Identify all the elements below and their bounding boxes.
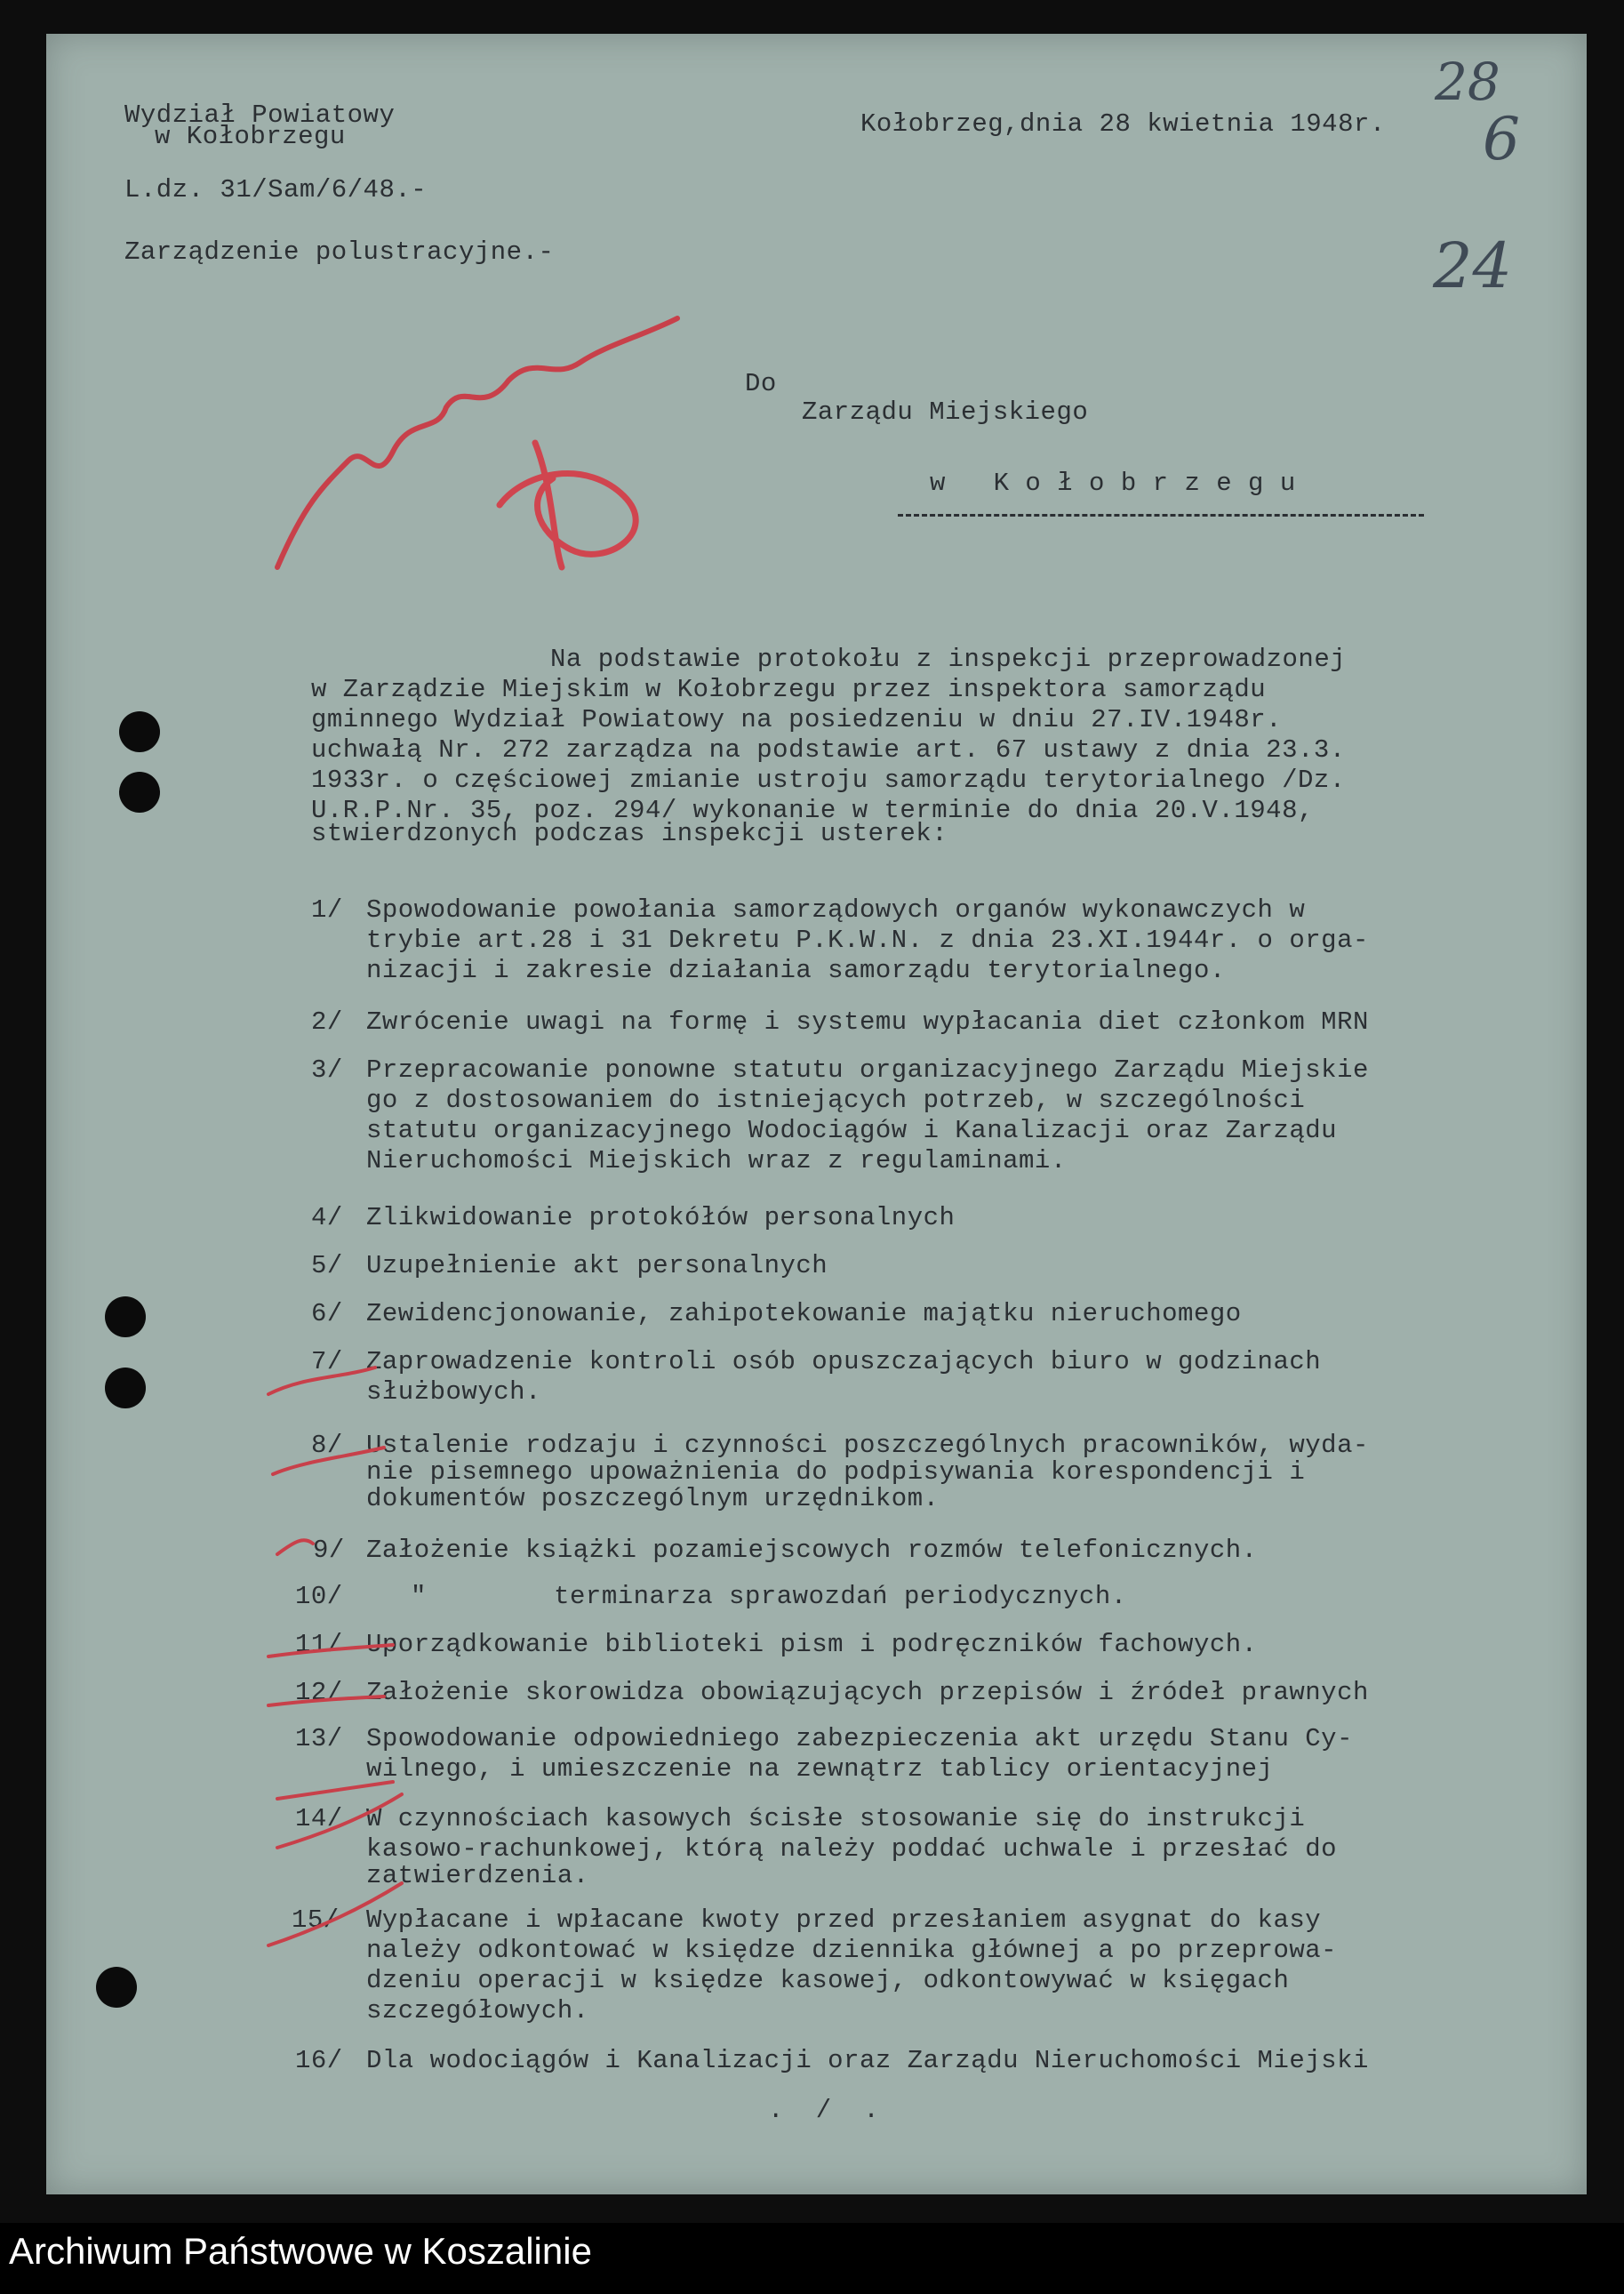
page-continuation: . / . xyxy=(768,2096,880,2125)
handwritten-folio: 6 xyxy=(1483,105,1520,173)
item-line: Nieruchomości Miejskich wraz z regulaminami. xyxy=(366,1146,1067,1175)
handwritten-top-number: 28 xyxy=(1435,52,1500,112)
intro-line: Na podstawie protokołu z inspekcji przeprowadzonej xyxy=(550,645,1347,674)
item-line: Uzupełnienie akt personalnych xyxy=(366,1251,828,1280)
office-name-line1: Wydział Powiatowy xyxy=(124,100,396,130)
item-line: Założenie książki pozamiejscowych rozmów telefonicznych. xyxy=(366,1536,1258,1565)
item-number: 1/ xyxy=(311,895,343,925)
item-line: wilnego, i umieszczenie na zewnątrz tablicy orientacyjnej xyxy=(366,1754,1274,1784)
item-number: 12/ xyxy=(295,1678,343,1707)
item-number: 6/ xyxy=(311,1299,343,1328)
item-line: dzeniu operacji w księdze kasowej, odkontowywać w księgach xyxy=(366,1966,1290,1995)
item-number: 14/ xyxy=(295,1804,343,1833)
item-number: 15/ xyxy=(292,1905,340,1935)
item-line: Wypłacane i wpłacane kwoty przed przesłaniem asygnat do kasy xyxy=(366,1905,1322,1935)
item-line: Przepracowanie ponowne statutu organizacyjnego Zarządu Miejskie xyxy=(366,1055,1369,1085)
red-tick-marks xyxy=(251,1314,411,1954)
item-line: Zlikwidowanie protokółów personalnych xyxy=(366,1203,956,1232)
item-number: 9/ xyxy=(313,1536,345,1565)
item-number: 13/ xyxy=(295,1724,343,1753)
punch-hole xyxy=(105,1296,146,1337)
item-line: należy odkontować w księdze dziennika głównej a po przeprowa- xyxy=(366,1936,1338,1965)
punch-hole xyxy=(119,711,160,752)
intro-line: w Zarządzie Miejskim w Kołobrzegu przez inspektora samorządu xyxy=(311,675,1267,704)
item-line: szczegółowych. xyxy=(366,1996,589,2025)
item-number: 2/ xyxy=(311,1007,343,1037)
punch-hole xyxy=(96,1967,137,2008)
intro-line: gminnego Wydział Powiatowy na posiedzeniu w dniu 27.IV.1948r. xyxy=(311,705,1283,734)
item-line: Założenie skorowidza obowiązujących przepisów i źródeł prawnych xyxy=(366,1678,1369,1707)
office-name-line2: w Kołobrzegu xyxy=(155,122,346,151)
intro-line: stwierdzonych podczas inspekcji usterek: xyxy=(311,819,948,848)
document-page xyxy=(46,34,1587,2194)
item-number: 3/ xyxy=(311,1055,343,1085)
intro-line: uchwałą Nr. 272 zarządza na podstawie art. 67 ustawy z dnia 23.3. xyxy=(311,735,1346,765)
item-number: 7/ xyxy=(311,1347,343,1376)
item-number: 16/ xyxy=(295,2046,343,2075)
red-handwritten-mark xyxy=(268,283,731,585)
item-line: nie pisemnego upoważnienia do podpisywania korespondencji i xyxy=(366,1457,1306,1487)
handwritten-side-number: 24 xyxy=(1433,229,1513,302)
item-number: 11/ xyxy=(295,1630,343,1659)
item-line: Zwrócenie uwagi na formę i systemu wypłacania diet członkom MRN xyxy=(366,1007,1369,1037)
item-line: trybie art.28 i 31 Dekretu P.K.W.N. z dnia 23.XI.1944r. o orga- xyxy=(366,926,1369,955)
item-line: kasowo-rachunkowej, którą należy poddać uchwale i przesłać do xyxy=(366,1834,1338,1864)
archive-footer xyxy=(0,2223,1624,2294)
item-line: Spowodowanie odpowiedniego zabezpieczenia akt urzędu Stanu Cy- xyxy=(366,1724,1353,1753)
item-line: W czynnościach kasowych ścisłe stosowanie się do instrukcji xyxy=(366,1804,1306,1833)
archive-name: Archiwum Państwowe w Koszalinie xyxy=(9,2230,592,2272)
item-line: zatwierdzenia. xyxy=(366,1861,589,1890)
item-line: Zewidencjonowanie, zahipotekowanie majątku nieruchomego xyxy=(366,1299,1242,1328)
item-line: " terminarza sprawozdań periodycznych. xyxy=(411,1582,1127,1611)
recipient-do: Do xyxy=(745,369,777,398)
item-line: Spowodowanie powołania samorządowych organów wykonawczych w xyxy=(366,895,1306,925)
item-line: dokumentów poszczególnym urzędnikom. xyxy=(366,1484,940,1513)
intro-line: U.R.P.Nr. 35, poz. 294/ wykonanie w terminie do dnia 20.V.1948, xyxy=(311,796,1314,825)
item-number: 10/ xyxy=(295,1582,343,1611)
item-line: Dla wodociągów i Kanalizacji oraz Zarządu Nieruchomości Miejski xyxy=(366,2046,1369,2075)
reference-number: L.dz. 31/Sam/6/48.- xyxy=(124,175,428,205)
item-line: nizacji i zakresie działania samorządu terytorialnego. xyxy=(366,956,1226,985)
item-line: go z dostosowaniem do istniejących potrzeb, w szczególności xyxy=(366,1086,1306,1115)
punch-hole xyxy=(119,772,160,813)
item-line: służbowych. xyxy=(366,1377,541,1407)
place-date: Kołobrzeg,dnia 28 kwietnia 1948r. xyxy=(860,109,1386,139)
recipient-line1: Zarządu Miejskiego xyxy=(802,397,1089,427)
item-line: Ustalenie rodzaju i czynności poszczególnych pracowników, wyda- xyxy=(366,1431,1369,1460)
item-number: 4/ xyxy=(311,1203,343,1232)
punch-hole xyxy=(105,1368,146,1408)
item-number: 8/ xyxy=(311,1431,343,1460)
item-number: 5/ xyxy=(311,1251,343,1280)
document-subject: Zarządzenie polustracyjne.- xyxy=(124,237,555,267)
intro-line: 1933r. o częściowej zmianie ustroju samorządu terytorialnego /Dz. xyxy=(311,766,1346,795)
item-line: statutu organizacyjnego Wodociągów i Kanalizacji oraz Zarządu xyxy=(366,1116,1338,1145)
item-line: Zaprowadzenie kontroli osób opuszczających biuro w godzinach xyxy=(366,1347,1322,1376)
recipient-line2: w K o ł o b r z e g u xyxy=(930,469,1296,498)
item-line: Uporządkowanie biblioteki pism i podręczników fachowych. xyxy=(366,1630,1258,1659)
recipient-underline xyxy=(898,514,1424,517)
